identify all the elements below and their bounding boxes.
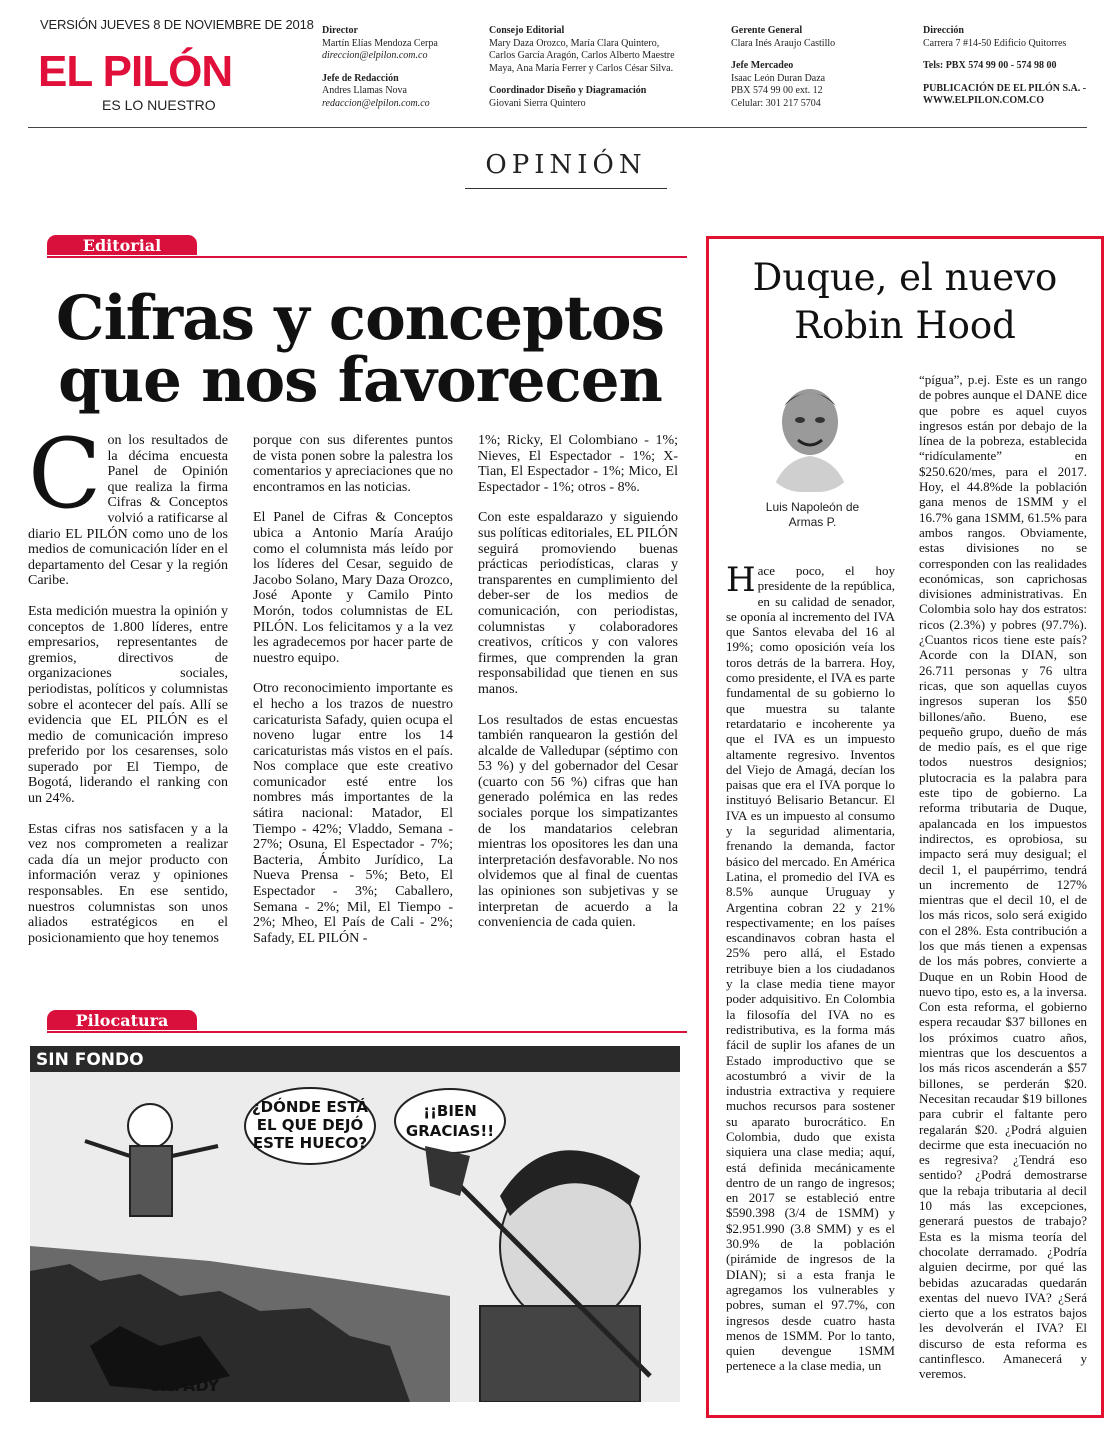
editorial-tag bbox=[47, 235, 197, 255]
opinion-title-line: Robin Hood bbox=[794, 304, 1016, 347]
cartoon-bubble1-text: EL QUE DEJÓ bbox=[256, 1116, 364, 1134]
coordinador-label: Coordinador Diseño y Diagramación bbox=[489, 85, 647, 96]
author-name-line: Armas P. bbox=[788, 515, 837, 529]
author-name bbox=[750, 500, 875, 530]
cartoon-bubble1-text: ¿DÓNDE ESTÁ bbox=[251, 1098, 369, 1116]
opinion-column-1 bbox=[726, 560, 895, 1374]
opinion-dropcap: H bbox=[726, 560, 756, 600]
telephones: Tels: PBX 574 99 00 - 574 98 00 bbox=[923, 60, 1057, 71]
section-underline bbox=[465, 188, 667, 189]
editorial-paragraph: Con los resultados de la décima encuesta Panel de Opinión que realiza la firma Cifras & Conceptos volvió a ratificarse al diario EL PILÓN como uno de los medios de comunicación líder en el departamento del Cesar y la región Caribe. bbox=[28, 418, 228, 589]
author-name-line: Luis Napoleón de bbox=[765, 500, 860, 514]
opinion-title-line: Duque, el nuevo bbox=[752, 256, 1058, 299]
cartoon-tag-rule bbox=[47, 1031, 687, 1033]
director-name: Martín Elías Mendoza Cerpa bbox=[322, 37, 438, 49]
website-link[interactable]: WWW.ELPILON.COM.CO bbox=[923, 95, 1045, 106]
editorial-column-1 bbox=[28, 418, 228, 961]
gerente-label: Gerente General bbox=[731, 25, 803, 36]
cartoon-bubble2-text: GRACIAS!! bbox=[405, 1122, 495, 1140]
jefe-mercadeo-label: Jefe Mercadeo bbox=[731, 60, 794, 71]
opinion-column-2 bbox=[919, 372, 1087, 1382]
cartoon-strip-title: SIN FONDO bbox=[36, 1050, 144, 1070]
jefe-redaccion-email[interactable]: redaccion@elpilon.com.co bbox=[322, 97, 430, 109]
jefe-mercadeo-name: Isaac León Duran Daza bbox=[731, 72, 826, 84]
editorial-tag-rule bbox=[47, 256, 687, 258]
masthead-col-gerencia bbox=[731, 25, 835, 110]
cartoon-drawing bbox=[30, 1046, 680, 1402]
cartoon-tag bbox=[47, 1010, 197, 1030]
publisher: PUBLICACIÓN DE EL PILÓN S.A. - bbox=[923, 82, 1087, 94]
consejo-line: Mary Daza Orozco, María Clara Quintero, bbox=[489, 37, 660, 49]
editorial-paragraph: Con este espaldarazo y siguiendo sus políticas editoriales, EL PILÓN seguirá promoviendo buenas prácticas periodísticas, claras y transparentes en cumplimiento del deber-ser de los medios de comunicación, con periodistas, columnistas y colaboradores creativos, críticos y con valores firmes, que comprenden la gran responsabilidad que tienen en sus manos. bbox=[478, 510, 678, 697]
headline-line: que nos favorecen bbox=[58, 345, 662, 416]
jefe-mercadeo-cel: Celular: 301 217 5704 bbox=[731, 97, 821, 109]
editorial-paragraph: porque con sus diferentes puntos de vista ponen sobre la palestra los comentarios y apreciaciones que no encontramos en las noticias. bbox=[253, 433, 453, 495]
opinion-paragraph: Hace poco, el hoy presidente de la república, en su calidad de senador, se oponía al incremento del IVA que Santos elevaba del 16 al 19%; como oposición veía los toros detrás de la barrera. Hoy, como presidente, el IVA es parte fundamental de su gobierno lo que muestra su talante retardatario e incoherente ya que el IVA es un impuesto altamente regresivo. Inventos del Viejo de Amagá, decían los paisas que era el IVA porque lo instituyó Belisario Betancur. El IVA es un impuesto al consumo y la seguridad alimentaria, frenando la demanda, factor básico del mercado. En América Latina, el promedio del IVA es 8.5% aunque Uruguay y Argentina cobran 22 y 21% respectivamente; en los países escandinavos cobran hasta el 25% pero allá, el Estado retribuye bien a los ciudadanos y la clase media tiene mayor poder adquisitivo. En Colombia la filosofía del IVA no es redistributiva, es la forma más fácil de suplir los afanes de un Estado improductivo que se acostumbró a vivir de la industria extractiva y requiere muchos recursos para sostener su aparato burocrático. En Colombia, dudo que exista siquiera una clase media; aquí, está definida mecánicamente dentro de un rango de ingresos; en 2017 se estableció entre $590.398 (3/4 de 1SMM) y $2.951.990 (3.8 SMM) y es el 30.9% de la población (pirámide de ingresos de la DIAN); si a esta franja le agregamos los vulnerables y pobres, suman el 97.7%, con ingresos desde cuatro hasta menos de 1SMM. Por lo tanto, quien devengue 1SMM pertenece a la clase media, un bbox=[726, 560, 895, 1374]
masthead-col-consejo bbox=[489, 25, 675, 110]
logo-tagline: ES LO NUESTRO bbox=[102, 97, 216, 113]
editorial-paragraph: Otro reconocimiento importante es el hecho a los trazos de nuestro caricaturista Safady, quien ocupa el noveno lugar entre los 14 caricaturistas más vistos en el país. Nos complace que este creativo comunicador esté entre los nombres más importantes de la sátira nacional: Matador, El Tiempo - 42%; Vladdo, Semana - 27%; Osuna, El Espectador - 7%; Bacteria, Ámbito Jurídico, La Nueva Prensa - 5%; Beto, El Espectador - 3%; Caballero, Semana - 2%; Mil, El Tiempo - 2%; Mheo, El País de Cali - 2%; Safady, EL PILÓN - bbox=[253, 681, 453, 946]
masthead-col-direction bbox=[322, 25, 438, 110]
consejo-line: Maya, Ana María Ferrer y Carlos César Silva. bbox=[489, 62, 674, 74]
headline-line: Cifras y conceptos bbox=[56, 283, 664, 354]
direccion-label: Dirección bbox=[923, 25, 964, 36]
editorial-column-3 bbox=[478, 433, 678, 946]
cartoon-bubble1-text: ESTE HUECO? bbox=[252, 1134, 368, 1152]
editorial-dropcap: C bbox=[28, 418, 102, 530]
director-email[interactable]: direccion@elpilon.com.co bbox=[322, 50, 428, 61]
cartoon-bubble2-text: ¡¡BIEN bbox=[423, 1102, 477, 1120]
cartoon-image bbox=[30, 1046, 680, 1402]
jefe-redaccion-name: Andres Llamas Nova bbox=[322, 85, 407, 96]
section-title: OPINIÓN bbox=[485, 150, 647, 180]
cartoon-tag-label: Pilocatura bbox=[47, 1010, 197, 1030]
editorial-tag-label: Editorial bbox=[47, 235, 197, 255]
editorial-headline bbox=[40, 283, 680, 416]
author-photo bbox=[762, 376, 858, 492]
director-label: Director bbox=[322, 25, 358, 36]
jefe-redaccion-label: Jefe de Redacción bbox=[322, 72, 399, 84]
cartoon-signature: SAFADY bbox=[150, 1376, 220, 1395]
opinion-title bbox=[709, 254, 1101, 350]
opinion-paragraph: “pígua”, p.ej. Este es un rango de pobres aunque el DANE dice que pobre es aquel cuyos ingresos están por debajo de la línea de la pobreza, establecida “ridículamente” en $250.620/mes, para el 2017. Hoy, el 44.8%de la población gana menos de 1SMM y el 16.7% gana 1SMM, 61.5% para ambos rangos. Obviamente, estas divisiones no se corresponden con las realidades económicas, son caprichosas divisiones administrativas. En Colombia solo hay dos estratos: ricos (2.3%) y pobres (97.7%). ¿Cuantos ricos tiene este país? Acorde con la DIAN, son 26.711 personas y 76 ultra ricas, que son aquellas cuyos ingresos superan los $50 billones/año. Bueno, ese pequeño grupo, dueño de más de medio país, es el que rige todos nuestros designios; plutocracia es la palabra para este tipo de gobierno. La reforma tributaria de Duque, apalancada en los impuestos indirectos, es oprobiosa, su impacto será muy desigual; el decil 1, el paupérrimo, tendrá un incremento de 127% mientras que el decil 10, el de los más ricos, solo será exigido con el 28%. Esta contribución a los que más tienen a expensas de los más pobres, convierte a Duque en un Robin Hood de nuevo tipo, esto es, a la inversa. Con esta reforma, el gobierno espera recaudar $37 billones en los próximos cuatro años, mientras que los descuentos a los más ricos ascenderán a $57 billones, se perderán $20. Necesitan recaudar $19 billones para cubrir el faltante pero regalarán $20. ¿Podrá alguien decirme que esta inecuación no es regresiva? ¿Tendrá eso sentido? ¿Podrá demostrarse que la rebaja tributaria al decil 10 más las excepciones, generará puestos de trabajo? Esta es la misma teoría del chocolate derramado. ¿Podría alguien decirme, por qué las bebidas azucaradas quedarán exentas del nuevo IVA? ¿Será cierto que a los estratos bajos les devolverán el IVA? El discurso de esta reforma es cantinflesco. Amanecerá y veremos. bbox=[919, 372, 1087, 1382]
newspaper-logo[interactable]: EL PILÓN bbox=[38, 47, 233, 96]
editorial-column-2 bbox=[253, 433, 453, 961]
coordinador-name: Giovani Sierra Quintero bbox=[489, 97, 586, 109]
editorial-paragraph: El Panel de Cifras & Conceptos ubica a Antonio María Araújo como el columnista más leído por los líderes del Cesar, seguido de Jacobo Solano, Mary Daza Orozco, José Aponte y Camilo Pinto Morón, todos columnistas de EL PILÓN. Los felicitamos y a la vez les agradecemos por hacer parte de nuestro equipo. bbox=[253, 510, 453, 666]
jefe-mercadeo-pbx: PBX 574 99 00 ext. 12 bbox=[731, 85, 823, 96]
editorial-paragraph: 1%; Ricky, El Colombiano - 1%; Nieves, El Espectador - 1%; X-Tian, El Espectador - 1%; Mico, El Espectador - 1%; otros - 8%. bbox=[478, 433, 678, 495]
consejo-line: Carlos García Aragón, Carlos Alberto Maestre bbox=[489, 50, 675, 61]
editorial-paragraph: Estas cifras nos satisfacen y a la vez nos comprometen a realizar cada día un mejor producto con información veraz y opiniones responsables. En ese sentido, nuestros columnistas son unos aliados estratégicos en el posicionamiento que hoy tenemos bbox=[28, 821, 228, 946]
editorial-paragraph: Esta medición muestra la opinión y conceptos de 1.800 líderes, entre empresarios, representantes de gremios, directivos de organizaciones sociales, periodistas, políticos y columnistas sobre el acontecer del país. Allí se evidencia que EL PILÓN es el medio de comunicación impreso preferido por los cesarenses, solo superado por El Tiempo, de Bogotá, liderando el ranking con un 24%. bbox=[28, 603, 228, 807]
gerente-name: Clara Inés Araujo Castillo bbox=[731, 37, 836, 49]
editorial-paragraph: Los resultados de estas encuestas también ranquearon la gestión del alcalde de Valledupar (séptimo con 53 %) y del gobernador del Cesar (cuarto con 56 %) cifras que han generado polémica en las redes sociales porque los simpatizantes de los mandatarios celebran mientras los opositores les dan una interpretación desfavorable. No nos olvidemos que al final de cuentas las opiniones son subjetivas y se interpretan de acuerdo a la conveniencia de cada quien. bbox=[478, 712, 678, 931]
masthead-col-address bbox=[923, 25, 1086, 108]
consejo-label: Consejo Editorial bbox=[489, 25, 565, 36]
direccion-value: Carrera 7 #14-50 Edificio Quitorres bbox=[923, 37, 1067, 49]
author-portrait bbox=[762, 376, 858, 492]
masthead-divider bbox=[28, 127, 1087, 128]
edition-date: VERSIÓN JUEVES 8 DE NOVIEMBRE DE 2018 bbox=[40, 17, 314, 32]
